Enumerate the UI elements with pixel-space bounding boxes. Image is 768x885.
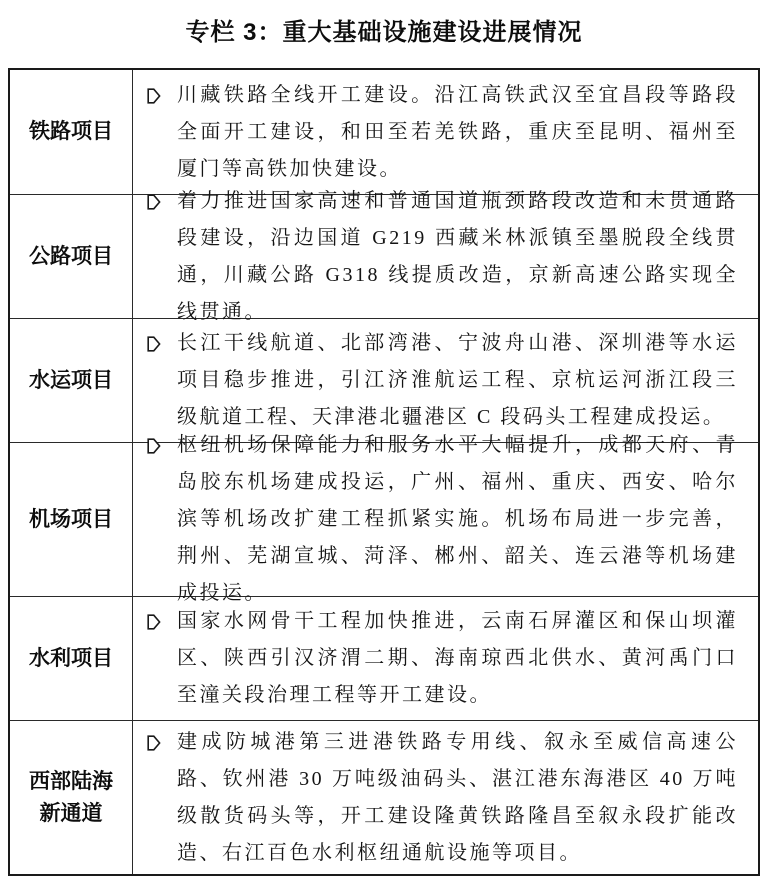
table-row: [10, 596, 758, 720]
row-label: 西部陆海新通道: [10, 721, 133, 874]
table-row: [10, 434, 758, 604]
row-text: 枢纽机场保障能力和服务水平大幅提升，成都天府、青岛胶东机场建成投运，广州、福州、重庆、西安、哈尔滨等机场改扩建工程抓紧实施。机场布局进一步完善，荆州、芜湖宣城、菏泽、郴州、韶关、连云港等机场建成投运。: [177, 434, 738, 604]
document-page: [0, 12, 768, 885]
hollow-right-arrow-icon: [147, 194, 177, 210]
row-label: 公路项目: [10, 195, 133, 318]
table-row: [10, 720, 758, 874]
row-text: 建成防城港第三进港铁路专用线、叙永至威信高速公路、钦州港 30 万吨级油码头、湛江港东海港区 40 万吨级散货码头等，开工建设隆黄铁路隆昌至叙永段扩能改造、右江百色水利枢纽通航设施等项目。: [177, 730, 738, 864]
row-content-cell: [133, 70, 758, 194]
infrastructure-progress-table: [8, 68, 760, 876]
table-row: [10, 189, 758, 323]
hollow-right-arrow-icon: [147, 614, 177, 630]
row-text: 长江干线航道、北部湾港、宁波舟山港、深圳港等水运项目稳步推进，引江济淮航运工程、京杭运河浙江段三级航道工程、天津港北疆港区 C 段码头工程建成投运。: [177, 332, 738, 428]
row-content-cell: [133, 721, 758, 874]
row-label: 铁路项目: [10, 70, 133, 194]
table-row: [10, 318, 758, 442]
hollow-right-arrow-icon: [147, 88, 177, 104]
row-text: 川藏铁路全线开工建设。沿江高铁武汉至宜昌段等路段全面开工建设，和田至若羌铁路，重庆至昆明、福州至厦门等高铁加快建设。: [177, 83, 738, 180]
hollow-right-arrow-icon: [147, 438, 177, 454]
page-title: 专栏 3：重大基础设施建设进展情况: [185, 19, 583, 46]
row-label: 水运项目: [10, 319, 133, 442]
table-row: [10, 70, 758, 194]
hollow-right-arrow-icon: [147, 336, 177, 352]
row-content-cell: [133, 319, 758, 442]
row-content-cell: [133, 434, 758, 604]
hollow-right-arrow-icon: [147, 735, 177, 751]
row-content-cell: [133, 597, 758, 720]
row-content-cell: [133, 189, 758, 323]
row-text: 国家水网骨干工程加快推进，云南石屏灌区和保山坝灌区、陕西引汉济渭二期、海南琼西北供水、黄河禹门口至潼关段治理工程等开工建设。: [177, 610, 738, 706]
row-label: 机场项目: [10, 443, 133, 596]
row-label: 水利项目: [10, 597, 133, 720]
row-text: 着力推进国家高速和普通国道瓶颈路段改造和未贯通路段建设，沿边国道 G219 西藏米林派镇至墨脱段全线贯通，川藏公路 G318 线提质改造，京新高速公路实现全线贯通。: [177, 189, 738, 323]
